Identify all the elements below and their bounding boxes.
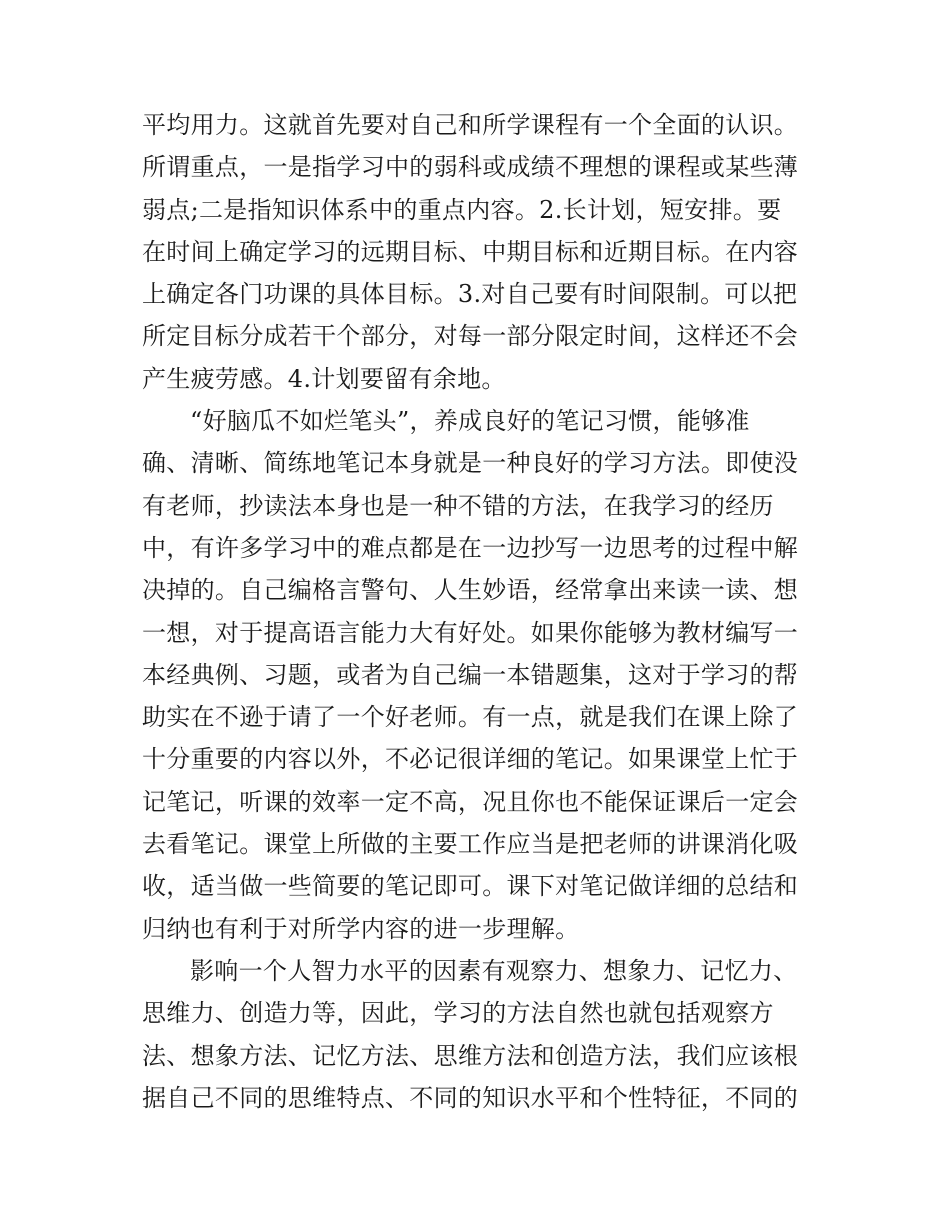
document-body <box>142 104 812 1119</box>
text-line: 弱点;二是指知识体系中的重点内容。2.长计划，短安排。要 <box>142 195 782 224</box>
text-line: 所谓重点，一是指学习中的弱科或成绩不理想的课程或某些薄 <box>142 153 799 182</box>
text-line: 在时间上确定学习的远期目标、中期目标和近期目标。在内容 <box>142 237 799 266</box>
text-line: 据自己不同的思维特点、不同的知识水平和个性特征，不同的 <box>142 1083 799 1112</box>
text-line: 所定目标分成若干个部分，对每一部分限定时间，这样还不会 <box>142 322 799 351</box>
text-line: 产生疲劳感。4.计划要留有余地。 <box>142 364 506 393</box>
text-line: 收，适当做一些简要的笔记即可。课下对笔记做详细的总结和 <box>142 872 799 901</box>
text-line: 中，有许多学习中的难点都是在一边抄写一边思考的过程中解 <box>142 533 799 562</box>
text-line: 归纳也有利于对所学内容的进一步理解。 <box>142 914 580 943</box>
text-line: 一想，对于提高语言能力大有好处。如果你能够为教材编写一 <box>142 618 799 647</box>
text-line: 决掉的。自己编格言警句、人生妙语，经常拿出来读一读、想 <box>142 576 799 605</box>
text-line: 有老师，抄读法本身也是一种不错的方法，在我学习的经历 <box>142 491 774 520</box>
text-line: 平均用力。这就首先要对自己和所学课程有一个全面的认识。 <box>142 111 799 139</box>
text-line: 上确定各门功课的具体目标。3.对自己要有时间限制。可以把 <box>142 280 798 309</box>
text-line: 去看笔记。课堂上所做的主要工作应当是把老师的讲课消化吸 <box>142 830 799 859</box>
paragraph-start-line: “好脑瓜不如烂笔头”，养成良好的笔记习惯，能够准 <box>190 407 750 436</box>
text-line: 确、清晰、简练地笔记本身就是一种良好的学习方法。即使没 <box>142 449 799 478</box>
text-line: 思维力、创造力等，因此，学习的方法自然也就包括观察方 <box>142 999 774 1028</box>
text-line: 记笔记，听课的效率一定不高，况且你也不能保证课后一定会 <box>142 787 799 816</box>
text-line: 助实在不逊于请了一个好老师。有一点，就是我们在课上除了 <box>142 703 799 732</box>
text-line: 十分重要的内容以外，不必记很详细的笔记。如果课堂上忙于 <box>142 745 799 774</box>
text-line: 本经典例、习题，或者为自己编一本错题集，这对于学习的帮 <box>142 660 799 689</box>
text-line: 法、想象方法、记忆方法、思维方法和创造方法，我们应该根 <box>142 1041 799 1070</box>
paragraph-start-line: 影响一个人智力水平的因素有观察力、想象力、记忆力、 <box>190 956 798 985</box>
